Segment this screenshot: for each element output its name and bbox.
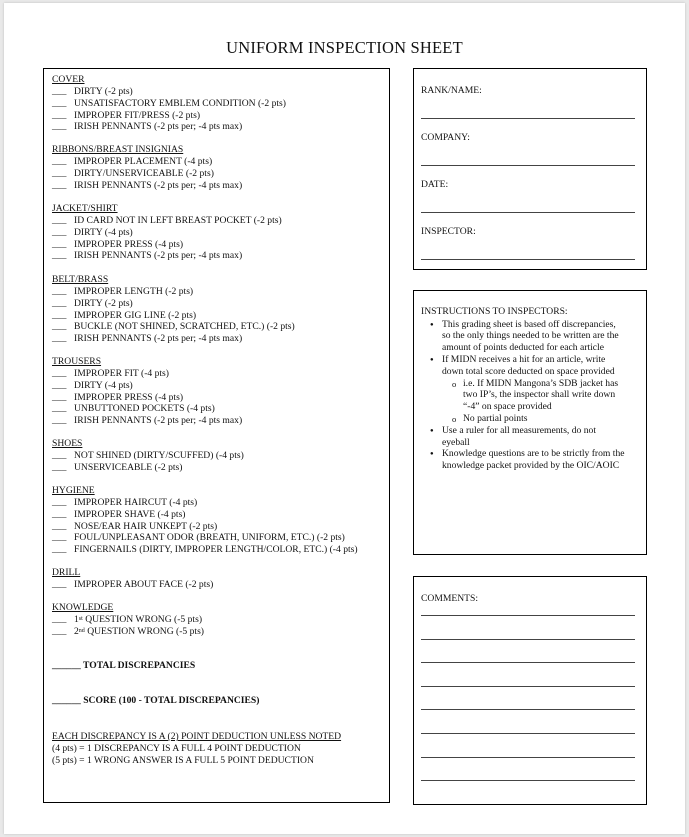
blank-line: ___ — [52, 449, 67, 461]
note-line: (5 pts) = 1 WRONG ANSWER IS A FULL 5 POINT DEDUCTION — [52, 755, 314, 766]
checklist-item: IMPROPER FIT/PRESS (-2 pts) — [74, 109, 201, 121]
blank-line: ___ — [52, 297, 67, 309]
blank-line: ___ — [52, 179, 67, 191]
instruction-line: two IP’s, the inspector shall write down — [463, 389, 616, 401]
instruction-line: amount of points deducted for each article — [442, 342, 604, 354]
blank-line: ___ — [52, 250, 67, 262]
blank-line: ___ — [52, 379, 67, 391]
comment-line — [421, 757, 635, 758]
note-line: (4 pts) = 1 DISCREPANCY IS A FULL 4 POINT DEDUCTION — [52, 743, 301, 754]
instruction-line: Knowledge questions are to be strictly from the — [442, 448, 625, 460]
blank-line: ___ — [52, 321, 67, 333]
blank-line: ___ — [52, 520, 67, 532]
company-label: COMPANY: — [421, 132, 470, 143]
blank-line: ___ — [52, 226, 67, 238]
blank-line: ___ — [52, 403, 67, 415]
blank-line: ___ — [52, 461, 67, 473]
checklist-item: NOSE/EAR HAIR UNKEPT (-2 pts) — [74, 520, 218, 532]
blank-line: ___ — [52, 121, 67, 133]
instruction-line: down total score deducted on space provided — [442, 365, 615, 377]
checklist-item: UNSATISFACTORY EMBLEM CONDITION (-2 pts) — [74, 97, 286, 109]
page-title: UNIFORM INSPECTION SHEET — [226, 38, 463, 57]
comment-line — [421, 780, 635, 781]
checklist-item: IRISH PENNANTS (-2 pts per; -4 pts max) — [74, 250, 243, 262]
bullet-dot: ● — [430, 427, 434, 434]
total-discrepancies: ______ TOTAL DISCREPANCIES — [52, 660, 196, 671]
blank-line: ___ — [52, 285, 67, 297]
date-line — [421, 212, 635, 213]
checklist-item: IRISH PENNANTS (-2 pts per; -4 pts max) — [74, 121, 243, 133]
checklist-item: FOUL/UNPLEASANT ODOR (BREATH, UNIFORM, ETC.) (-2 pts) — [74, 532, 345, 544]
checklist-item: DIRTY (-4 pts) — [74, 379, 133, 391]
instruction-line: If MIDN receives a hit for an article, write — [442, 353, 606, 365]
blank-line: ___ — [52, 155, 67, 167]
checklist-item: NOT SHINED (DIRTY/SCUFFED) (-4 pts) — [74, 449, 244, 461]
checklist-item: IRISH PENNANTS (-2 pts per; -4 pts max) — [74, 415, 243, 427]
score-line: ______ SCORE (100 - TOTAL DISCREPANCIES) — [52, 695, 260, 706]
comment-line — [421, 615, 635, 616]
comments-label: COMMENTS: — [421, 593, 479, 604]
rank-name-label: RANK/NAME: — [421, 85, 482, 96]
checklist-item: IMPROPER PRESS (-4 pts) — [74, 391, 184, 403]
rank-name-line — [421, 118, 635, 119]
checklist-item: IMPROPER PRESS (-4 pts) — [74, 238, 184, 250]
checklist-item: IMPROPER PLACEMENT (-4 pts) — [74, 155, 213, 167]
instruction-line: This grading sheet is based off discrepancies, — [442, 318, 616, 330]
section-heading: RIBBONS/BREAST INSIGNIAS — [52, 144, 184, 155]
blank-line: ___ — [52, 167, 67, 179]
blank-line: ___ — [52, 578, 67, 590]
checklist-item: BUCKLE (NOT SHINED, SCRATCHED, ETC.) (-2 pts) — [74, 321, 295, 333]
checklist-item: DIRTY (-4 pts) — [74, 226, 133, 238]
checklist-item: IMPROPER FIT (-4 pts) — [74, 367, 169, 379]
comment-line — [421, 709, 635, 710]
checklist-item: ID CARD NOT IN LEFT BREAST POCKET (-2 pts) — [74, 214, 282, 226]
instruction-line: knowledge packet provided by the OIC/AOIC — [442, 460, 620, 472]
blank-line: ___ — [52, 508, 67, 520]
section-heading: TROUSERS — [52, 356, 102, 367]
bullet-circle: o — [452, 378, 457, 389]
checklist-item: IMPROPER LENGTH (-2 pts) — [74, 285, 194, 297]
section-heading: SHOES — [52, 438, 83, 449]
comment-line — [421, 686, 635, 687]
checklist-item: 2nd QUESTION WRONG (-5 pts) — [74, 625, 204, 637]
blank-line: ___ — [52, 85, 67, 97]
checklist-item: FINGERNAILS (DIRTY, IMPROPER LENGTH/COLOR, ETC.) (-4 pts) — [74, 544, 358, 556]
blank-line: ___ — [52, 532, 67, 544]
bullet-dot: ● — [430, 451, 434, 458]
comment-line — [421, 733, 635, 734]
blank-line: ___ — [52, 367, 67, 379]
checklist-item: IMPROPER ABOUT FACE (-2 pts) — [74, 578, 214, 590]
blank-line: ___ — [52, 109, 67, 121]
bullet-dot: ● — [430, 321, 434, 328]
comments-box — [413, 576, 647, 805]
instruction-line: i.e. If MIDN Mangona’s SDB jacket has — [463, 377, 619, 389]
info-box — [413, 68, 647, 270]
section-heading: BELT/BRASS — [52, 274, 109, 285]
section-heading: KNOWLEDGE — [52, 602, 114, 613]
checklist-item: UNBUTTONED POCKETS (-4 pts) — [74, 403, 215, 415]
checklist-item: DIRTY/UNSERVICEABLE (-2 pts) — [74, 167, 214, 179]
blank-line: ___ — [52, 415, 67, 427]
score-label: SCORE (100 - TOTAL DISCREPANCIES) — [83, 695, 260, 706]
section-heading: JACKET/SHIRT — [52, 203, 118, 214]
checklist-item: IRISH PENNANTS (-2 pts per; -4 pts max) — [74, 333, 243, 345]
checklist-item: IMPROPER SHAVE (-4 pts) — [74, 508, 186, 520]
instructions-heading: INSTRUCTIONS TO INSPECTORS: — [421, 306, 568, 317]
instruction-line: “-4” on space provided — [463, 401, 552, 413]
blank-line: ___ — [52, 309, 67, 321]
note-line: EACH DISCREPANCY IS A (2) POINT DEDUCTION UNLESS NOTED — [52, 731, 342, 742]
section-heading: HYGIENE — [52, 485, 95, 496]
checklist-item: IRISH PENNANTS (-2 pts per; -4 pts max) — [74, 179, 243, 191]
comment-line — [421, 662, 635, 663]
section-heading: COVER — [52, 74, 85, 85]
checklist-item: IMPROPER GIG LINE (-2 pts) — [74, 309, 197, 321]
blank-line: ___ — [52, 625, 67, 637]
bullet-circle: o — [452, 413, 457, 424]
blank-line: ___ — [52, 544, 67, 556]
checklist-item: DIRTY (-2 pts) — [74, 85, 133, 97]
section-heading: DRILL — [52, 567, 81, 578]
checklist-item: IMPROPER HAIRCUT (-4 pts) — [74, 496, 198, 508]
inspector-label: INSPECTOR: — [421, 226, 476, 237]
checklist-item: DIRTY (-2 pts) — [74, 297, 133, 309]
inspector-line — [421, 259, 635, 260]
blank-line: ___ — [52, 214, 67, 226]
checklist-item: 1st QUESTION WRONG (-5 pts) — [74, 613, 203, 625]
blank-line: ___ — [52, 391, 67, 403]
instruction-line: eyeball — [442, 436, 470, 448]
company-line — [421, 165, 635, 166]
blank-line: ___ — [52, 97, 67, 109]
blank-line: ___ — [52, 333, 67, 345]
checklist-item: UNSERVICEABLE (-2 pts) — [74, 461, 183, 473]
date-label: DATE: — [421, 179, 449, 190]
instruction-line: No partial points — [463, 412, 528, 424]
instruction-line: so the only things needed to be written are the — [442, 330, 619, 342]
blank-line: ___ — [52, 613, 67, 625]
total-label: TOTAL DISCREPANCIES — [83, 660, 196, 671]
blank-line: ___ — [52, 238, 67, 250]
comment-line — [421, 639, 635, 640]
bullet-dot: ● — [430, 356, 434, 363]
instruction-line: Use a ruler for all measurements, do not — [442, 424, 596, 436]
blank-line: ___ — [52, 496, 67, 508]
